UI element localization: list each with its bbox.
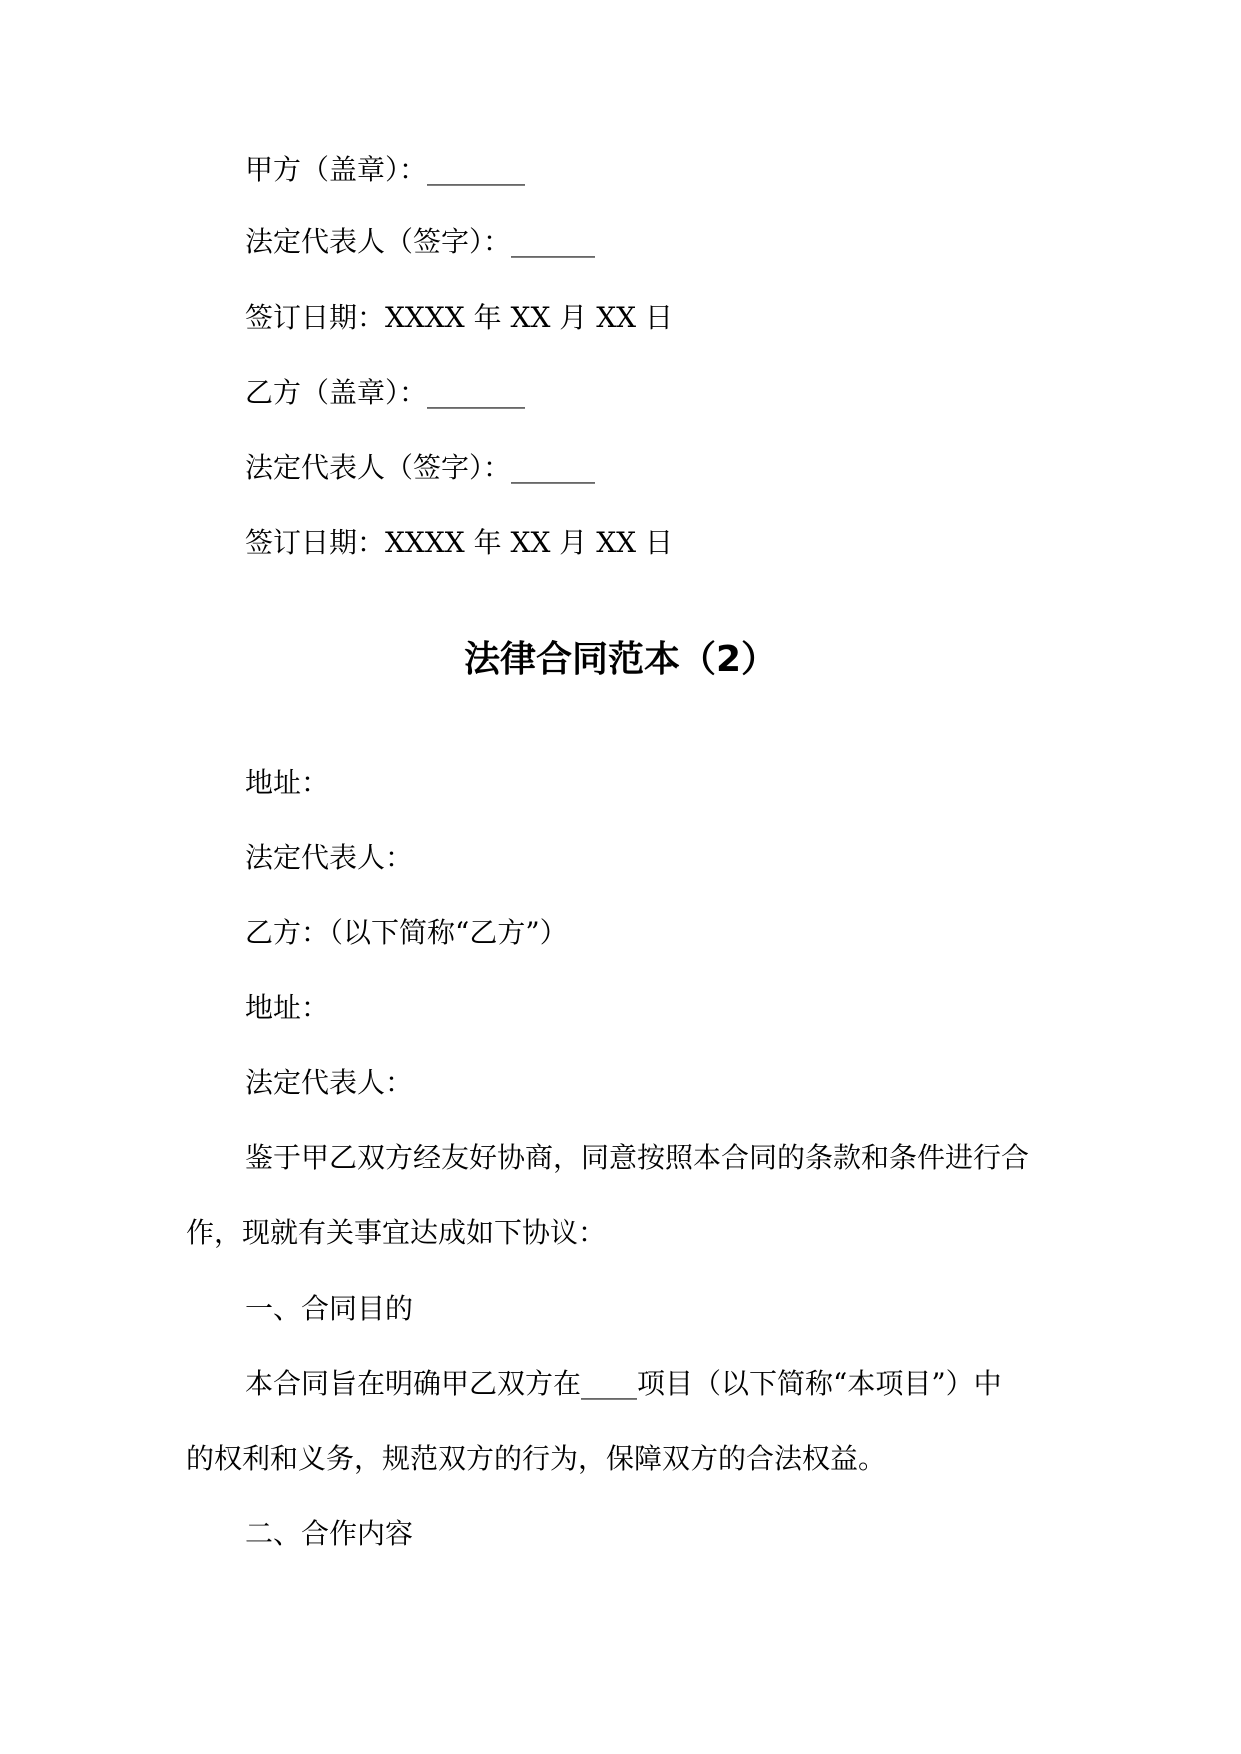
contract-title: 法律合同范本（2）: [463, 639, 778, 680]
section-1-line-1: 本合同旨在明确甲乙双方在____项目（以下简称“本项目”）中: [245, 1367, 1002, 1400]
party-b-seal-line: 乙方（盖章）：_______: [245, 376, 526, 409]
legal-rep-field-2: 法定代表人：: [245, 1066, 414, 1099]
party-b-field: 乙方：（以下简称“乙方”）: [245, 916, 568, 949]
party-a-legal-rep-signature-line: 法定代表人（签字）：______: [245, 225, 596, 258]
address-field-1: 地址：: [245, 766, 330, 799]
section-1-heading: 一、合同目的: [245, 1292, 414, 1325]
section-1-line-2: 的权利和义务，规范双方的行为，保障双方的合法权益。: [186, 1442, 887, 1475]
address-field-2: 地址：: [245, 991, 330, 1024]
preamble-line-2: 作，现就有关事宜达成如下协议：: [186, 1216, 607, 1249]
legal-rep-field-1: 法定代表人：: [245, 841, 414, 874]
party-b-legal-rep-signature-line: 法定代表人（签字）：______: [245, 451, 596, 484]
party-a-seal-line: 甲方（盖章）：_______: [245, 153, 526, 186]
party-b-signing-date: 签订日期：XXXX 年 XX 月 XX 日: [245, 526, 673, 559]
party-a-signing-date: 签订日期：XXXX 年 XX 月 XX 日: [245, 301, 673, 334]
preamble-line-1: 鉴于甲乙双方经友好协商，同意按照本合同的条款和条件进行合: [245, 1141, 1030, 1174]
section-2-heading: 二、合作内容: [245, 1517, 414, 1550]
